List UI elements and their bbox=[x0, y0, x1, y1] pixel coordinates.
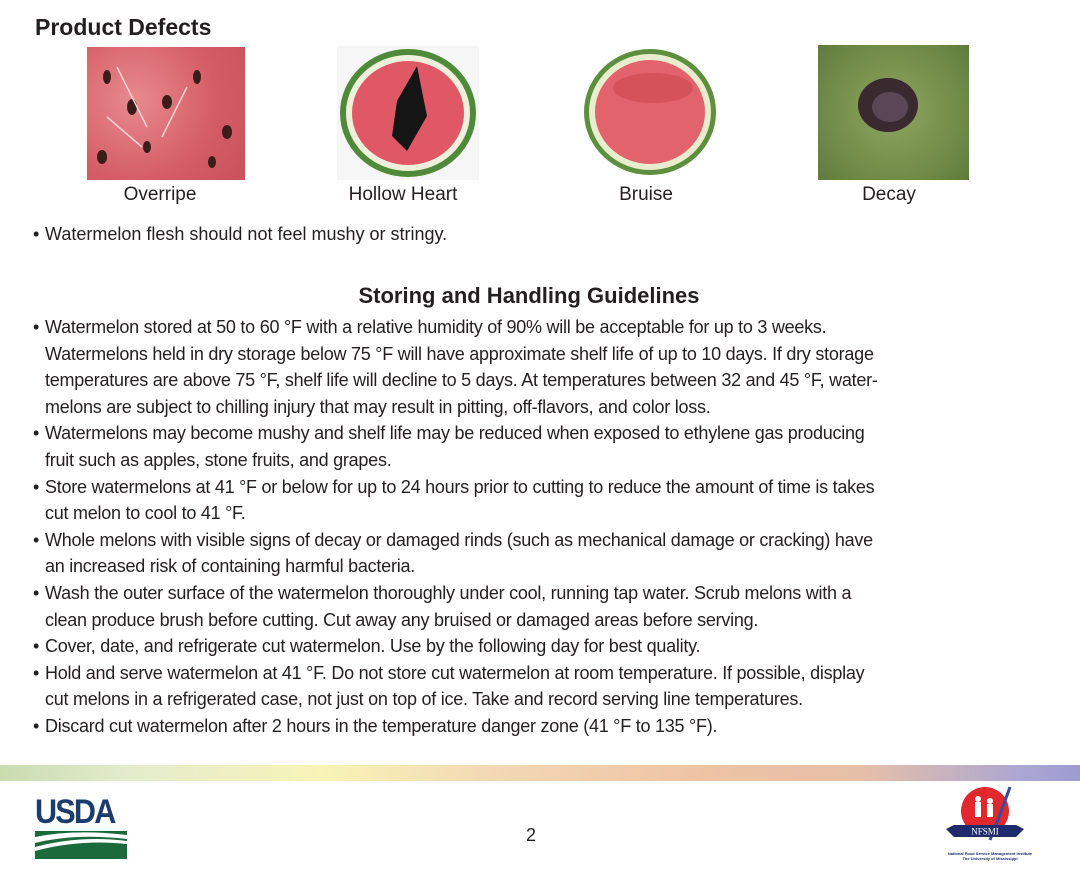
usda-logo bbox=[35, 795, 127, 859]
guideline-line: • Hold and serve watermelon at 41 °F. Do not store cut watermelon at room temperature. If possible, display bbox=[45, 662, 865, 683]
decay-photo bbox=[818, 45, 969, 180]
caption-bruise: Bruise bbox=[619, 184, 673, 205]
nfsmi-logo-text: NFSMI bbox=[971, 826, 999, 837]
nfsmi-logo bbox=[940, 785, 1040, 865]
guideline-line: clean produce brush before cutting. Cut away any bruised or damaged areas before serving. bbox=[45, 609, 759, 630]
guideline-item bbox=[33, 580, 1043, 633]
guidelines-list bbox=[33, 314, 1043, 740]
guideline-item bbox=[33, 660, 1043, 713]
guideline-item bbox=[33, 527, 1043, 580]
guideline-line: • Wash the outer surface of the watermelon thoroughly under cool, running tap water. Scrub melons with a bbox=[45, 582, 852, 603]
guideline-line: Watermelons held in dry storage below 75 °F will have approximate shelf life of up to 10 days. If dry storage bbox=[45, 343, 874, 364]
caption-hollow-heart: Hollow Heart bbox=[348, 184, 458, 205]
page-number: 2 bbox=[526, 825, 537, 845]
defect-note bbox=[33, 224, 1080, 245]
guideline-line: • Whole melons with visible signs of decay or damaged rinds (such as mechanical damage or cracking) have bbox=[45, 529, 873, 550]
guideline-item bbox=[33, 474, 1043, 527]
nfsmi-caption-line: The University of Mississippi bbox=[962, 856, 1018, 861]
guideline-line: cut melon to cool to 41 °F. bbox=[45, 503, 246, 524]
guideline-item bbox=[33, 314, 1043, 420]
guideline-line: • Cover, date, and refrigerate cut watermelon. Use by the following day for best quality. bbox=[45, 636, 701, 657]
guideline-line: • Discard cut watermelon after 2 hours in the temperature danger zone (41 °F to 135 °F). bbox=[45, 715, 718, 736]
decorative-gradient-bar bbox=[0, 765, 1080, 781]
guideline-item bbox=[33, 420, 1043, 473]
nfsmi-caption-line: National Food Service Management Institute bbox=[947, 851, 1033, 856]
guideline-line: • Watermelon stored at 50 to 60 °F with a relative humidity of 90% will be acceptable for up to 3 weeks. bbox=[45, 317, 827, 337]
section-title: Product Defects bbox=[35, 14, 212, 40]
overripe-photo bbox=[87, 47, 245, 180]
hollow-heart-photo bbox=[337, 46, 479, 180]
guideline-line: cut melons in a refrigerated case, not just on top of ice. Take and record serving line temperatures. bbox=[45, 689, 803, 710]
guideline-line: • Store watermelons at 41 °F or below for up to 24 hours prior to cutting to reduce the amount of time is takes bbox=[45, 476, 875, 497]
defect-note-text: Watermelon flesh should not feel mushy or stringy. bbox=[45, 224, 448, 244]
bruise-photo bbox=[583, 48, 718, 177]
caption-overripe: Overripe bbox=[123, 184, 197, 205]
guideline-line: melons are subject to chilling injury that may result in pitting, off-flavors, and color loss. bbox=[45, 396, 711, 417]
guideline-line: • Watermelons may become mushy and shelf life may be reduced when exposed to ethylene gas producing bbox=[45, 423, 865, 444]
guideline-item bbox=[33, 633, 1043, 660]
guideline-item bbox=[33, 713, 1043, 740]
guideline-line: an increased risk of containing harmful bacteria. bbox=[45, 556, 415, 577]
guidelines-title: Storing and Handling Guidelines bbox=[358, 283, 700, 308]
guideline-line: fruit such as apples, stone fruits, and grapes. bbox=[45, 449, 392, 470]
guideline-line: temperatures are above 75 °F, shelf life will decline to 5 days. At temperatures between 32 and 45 °F, water- bbox=[45, 370, 878, 391]
usda-logo-text: USDA bbox=[35, 793, 115, 831]
caption-decay: Decay bbox=[862, 184, 916, 205]
